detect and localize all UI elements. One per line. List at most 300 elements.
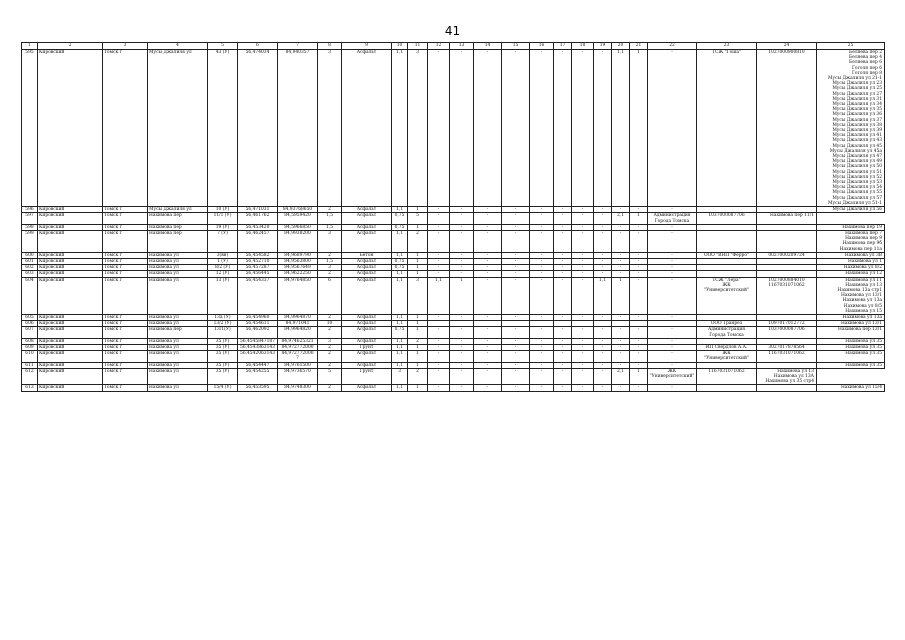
- address-item: Мусы Джалиля ул 37: [832, 117, 882, 123]
- cell-col-6: 56,471031: [238, 207, 278, 213]
- cell-col-9: Грунт: [342, 368, 392, 385]
- cell-col-2: Кировский: [38, 207, 103, 213]
- cell-col-8: 5: [318, 368, 342, 385]
- cell-col-10: 1,1: [392, 314, 408, 320]
- cell-col-11: 1: [408, 344, 428, 350]
- cell-col-10: 1,1: [392, 338, 408, 344]
- cell-col-21: -: [630, 327, 648, 338]
- cell-col-3: Томск г: [103, 224, 148, 230]
- cell-col-5: 43 (У): [208, 50, 238, 207]
- cell-col-3: Томск г: [103, 258, 148, 264]
- address-item: Гоголя пер 8: [852, 70, 882, 76]
- cell-col-17: -: [554, 314, 572, 320]
- cell-col-22: -: [648, 327, 697, 338]
- cell-col-22: -: [648, 277, 697, 314]
- cell-col-12: -: [428, 252, 450, 258]
- cell-col-20: 1: [612, 277, 630, 314]
- cell-col-10: 1,1: [392, 344, 408, 350]
- cell-col-3: Томск г: [103, 338, 148, 344]
- cell-col-2: Кировский: [38, 344, 103, 350]
- address-item: Беляева пер 2: [849, 50, 882, 55]
- cell-col-22: -: [648, 385, 697, 391]
- cell-col-11: 1: [408, 314, 428, 320]
- cell-col-3: Томск г: [103, 207, 148, 213]
- cell-col-5: 13/2 (У): [208, 321, 238, 327]
- cell-col-20: 2,1: [612, 368, 630, 385]
- cell-col-21: -: [630, 224, 648, 230]
- table-row: [22, 277, 885, 314]
- cell-col-18: -: [572, 385, 594, 391]
- cell-col-24: 1097017012772: [757, 321, 817, 327]
- cell-col-2: Кировский: [38, 385, 103, 391]
- address-item: Мусы Джалиля ул 45: [832, 143, 882, 149]
- cell-col-3: Томск г: [103, 50, 148, 207]
- cell-col-8: 2: [318, 207, 342, 213]
- cell-col-11: 1: [408, 258, 428, 264]
- column-header-15: 15: [502, 43, 530, 50]
- address-item: Мусы Джалиля ул 53: [832, 180, 882, 186]
- cell-col-20: -: [612, 230, 630, 252]
- cell-col-2: Кировский: [38, 252, 103, 258]
- cell-col-1: 611: [22, 362, 38, 368]
- cell-col-1: 613: [22, 385, 38, 391]
- cell-col-19: -: [594, 50, 612, 207]
- cell-col-22: -: [648, 344, 697, 350]
- cell-col-2: Кировский: [38, 277, 103, 314]
- cell-col-11: 1: [408, 327, 428, 338]
- address-item: Нахимова пер 9: [845, 236, 882, 242]
- cell-col-1: 605: [22, 314, 38, 320]
- cell-col-1: 602: [22, 265, 38, 271]
- cell-col-8: 1,5: [318, 224, 342, 230]
- cell-col-7: 84,9736570: [278, 368, 318, 385]
- cell-col-6: 56,462457: [238, 230, 278, 252]
- cell-col-17: -: [554, 327, 572, 338]
- cell-col-13: -: [450, 224, 474, 230]
- cell-col-4: Нахимова ул: [148, 258, 208, 264]
- cell-col-22: -: [648, 265, 697, 271]
- cell-col-20: 2,1: [612, 213, 630, 224]
- cell-col-15: -: [502, 368, 530, 385]
- cell-col-16: -: [530, 327, 554, 338]
- header-row: [22, 43, 885, 50]
- cell-col-8: 6: [318, 277, 342, 314]
- cell-col-22: -: [648, 271, 697, 277]
- address-item: Мусы Джалиля ул 21-1: [828, 76, 882, 82]
- cell-col-9: Асфальт: [342, 265, 392, 271]
- cell-col-20: -: [612, 362, 630, 368]
- cell-col-12: -: [428, 271, 450, 277]
- cell-col-2: Кировский: [38, 368, 103, 385]
- cell-col-12: -: [428, 351, 450, 362]
- address-item: Мусы Джалиля ул 27: [832, 91, 882, 97]
- cell-col-9: Асфальт: [342, 362, 392, 368]
- cell-col-19: -: [594, 351, 612, 362]
- column-header-21: 21: [630, 43, 648, 50]
- cell-col-11: 1: [408, 252, 428, 258]
- cell-col-5: 7 (У): [208, 230, 238, 252]
- cell-col-22: -: [648, 50, 697, 207]
- cell-col-6: 56,454255: [238, 368, 278, 385]
- cell-col-15: -: [502, 213, 530, 224]
- cell-col-1: 595: [22, 50, 38, 207]
- cell-col-13: -: [450, 368, 474, 385]
- column-header-7: 7: [278, 43, 318, 50]
- cell-col-21: -: [630, 277, 648, 314]
- cell-col-16: -: [530, 362, 554, 368]
- cell-col-5: 11/1 (У): [208, 213, 238, 224]
- cell-col-16: -: [530, 50, 554, 207]
- cell-col-7: 84,93768650: [278, 207, 318, 213]
- cell-col-5: 35 (У): [208, 338, 238, 344]
- cell-col-18: -: [572, 277, 594, 314]
- cell-col-16: -: [530, 224, 554, 230]
- cell-col-15: -: [502, 385, 530, 391]
- address-item: Нахимова ул 35: [845, 362, 882, 368]
- cell-col-13: -: [450, 314, 474, 320]
- cell-col-3: Томск г: [103, 351, 148, 362]
- cell-col-8: 3: [318, 230, 342, 252]
- cell-col-11: 1: [408, 207, 428, 213]
- cell-col-8: 2: [318, 327, 342, 338]
- cell-col-2: Кировский: [38, 224, 103, 230]
- cell-col-8: 1,5: [318, 258, 342, 264]
- cell-col-2: Кировский: [38, 265, 103, 271]
- cell-col-9: Асфальт: [342, 321, 392, 327]
- address-item: Нахимова ул 13а: [842, 298, 882, 304]
- address-item: Мусы Джалиля ул 31: [832, 96, 882, 102]
- column-header-17: 17: [554, 43, 572, 50]
- cell-col-11: 1: [408, 271, 428, 277]
- address-item: Мусы Джалиля ул 49: [832, 159, 882, 165]
- cell-col-10: 0,75: [392, 213, 408, 224]
- cell-col-17: -: [554, 368, 572, 385]
- address-item: Мусы Джалиля ул 56: [832, 207, 882, 213]
- address-item: Мусы Джалиля ул 25: [832, 86, 882, 92]
- cell-col-23: 1037000087706: [697, 213, 757, 224]
- cell-col-4: Мусы Джалиля ул: [148, 207, 208, 213]
- address-item: Мусы Джалиля ул 35: [832, 107, 882, 113]
- cell-col-9: Асфальт: [342, 50, 392, 207]
- cell-col-1: 603: [22, 271, 38, 277]
- cell-col-17: -: [554, 230, 572, 252]
- cell-col-6: 56,457287: [238, 265, 278, 271]
- cell-col-24: 1167031071062: [757, 351, 817, 362]
- cell-col-15: -: [502, 50, 530, 207]
- cell-col-14: -: [474, 327, 502, 338]
- cell-col-21: -: [630, 351, 648, 362]
- cell-col-5: 3(вн): [208, 252, 238, 258]
- table-body: [22, 50, 885, 392]
- cell-col-14: -: [474, 351, 502, 362]
- cell-col-5: 13 (У): [208, 277, 238, 314]
- cell-col-13: -: [450, 207, 474, 213]
- table-row: [22, 327, 885, 338]
- cell-col-2: Кировский: [38, 338, 103, 344]
- cell-col-5: 13а (У): [208, 314, 238, 320]
- cell-col-12: -: [428, 230, 450, 252]
- column-header-22: 22: [648, 43, 697, 50]
- cell-col-12: -: [428, 258, 450, 264]
- cell-col-23: ИП Свердлов А.А.: [697, 344, 757, 350]
- cell-col-7: 84,972772000 7: [278, 351, 318, 362]
- cell-col-7: 84,9764850: [278, 277, 318, 314]
- cell-col-5: 10 (У): [208, 207, 238, 213]
- cell-col-17: -: [554, 258, 572, 264]
- cell-col-23: ЖК "Университетский": [697, 351, 757, 362]
- cell-col-14: -: [474, 252, 502, 258]
- cell-col-12: 1,1: [428, 277, 450, 314]
- cell-col-18: -: [572, 327, 594, 338]
- cell-col-24: [757, 385, 817, 391]
- address-item: Нахимова ул 15/4: [840, 385, 882, 391]
- cell-col-7: 84,5966850: [278, 224, 318, 230]
- cell-col-8: 2: [318, 314, 342, 320]
- column-header-8: 8: [318, 43, 342, 50]
- cell-col-18: -: [572, 224, 594, 230]
- cell-col-12: -: [428, 327, 450, 338]
- cell-col-15: -: [502, 327, 530, 338]
- cell-col-20: -: [612, 224, 630, 230]
- cell-col-8: 3: [318, 338, 342, 344]
- table-row: [22, 351, 885, 362]
- cell-col-5: 1 (У): [208, 258, 238, 264]
- cell-col-20: -: [612, 314, 630, 320]
- cell-col-13: -: [450, 230, 474, 252]
- cell-col-14: -: [474, 50, 502, 207]
- column-header-19: 19: [594, 43, 612, 50]
- cell-col-20: -: [612, 344, 630, 350]
- cell-col-13: -: [450, 327, 474, 338]
- cell-col-16: -: [530, 213, 554, 224]
- address-item: Нахимова ул 15: [845, 308, 882, 314]
- cell-col-6: 56,4542063143: [238, 351, 278, 362]
- cell-col-7: 84,5959420: [278, 213, 318, 224]
- registry-table: [21, 42, 885, 392]
- cell-col-19: -: [594, 207, 612, 213]
- cell-col-21: -: [630, 314, 648, 320]
- cell-col-4: Нахимова ул: [148, 362, 208, 368]
- cell-col-22: -: [648, 351, 697, 362]
- cell-col-16: -: [530, 265, 554, 271]
- cell-col-23: ООО "ВНП "Ферро": [697, 252, 757, 258]
- cell-col-4: Нахимова ул: [148, 385, 208, 391]
- cell-col-6: 56,456445: [238, 271, 278, 277]
- cell-col-17: -: [554, 224, 572, 230]
- cell-col-10: 3: [392, 368, 408, 385]
- cell-col-16: -: [530, 368, 554, 385]
- cell-col-21: 1: [630, 368, 648, 385]
- cell-col-20: -: [612, 258, 630, 264]
- address-item: Нахимова пер 11/1: [770, 213, 814, 219]
- cell-col-21: -: [630, 258, 648, 264]
- cell-col-4: Нахимова ул: [148, 344, 208, 350]
- table-row: [22, 230, 885, 252]
- cell-col-6: 56,454960: [238, 314, 278, 320]
- cell-col-18: -: [572, 252, 594, 258]
- cell-col-18: -: [572, 351, 594, 362]
- cell-col-23: 1167031071062: [697, 368, 757, 385]
- cell-col-22: -: [648, 207, 697, 213]
- cell-col-10: 0,75: [392, 258, 408, 264]
- cell-col-14: -: [474, 362, 502, 368]
- cell-col-12: -: [428, 338, 450, 344]
- cell-col-9: Грунт: [342, 344, 392, 350]
- cell-col-16: -: [530, 207, 554, 213]
- cell-col-6: 56,4543863143: [238, 344, 278, 350]
- cell-col-11: 2: [408, 368, 428, 385]
- cell-col-14: -: [474, 368, 502, 385]
- cell-col-1: 599: [22, 230, 38, 252]
- cell-col-10: 0,75: [392, 327, 408, 338]
- cell-col-11: 2: [408, 230, 428, 252]
- address-list: [817, 327, 885, 338]
- cell-col-2: Кировский: [38, 327, 103, 338]
- address-item: Нахимова ул 13: [845, 282, 882, 288]
- cell-col-11: 1: [408, 265, 428, 271]
- cell-col-20: -: [612, 385, 630, 391]
- address-item: Нахимова ул 35: [845, 338, 882, 344]
- address-item: Мусы Джалиля ул 51-1: [828, 200, 882, 206]
- cell-col-18: -: [572, 362, 594, 368]
- cell-col-3: Томск г: [103, 385, 148, 391]
- cell-col-15: -: [502, 252, 530, 258]
- address-item: Нахимова пер 19: [842, 224, 882, 230]
- cell-col-5: 13/1(У): [208, 327, 238, 338]
- cell-col-4: Нахимова ул: [148, 321, 208, 327]
- column-header-20: 20: [612, 43, 630, 50]
- cell-col-3: Томск г: [103, 368, 148, 385]
- cell-col-13: 1: [450, 277, 474, 314]
- cell-col-5: 35 (У): [208, 362, 238, 368]
- cell-col-4: Нахимова ул: [148, 368, 208, 385]
- address-item: Мусы Джалиля ул 38: [832, 122, 882, 128]
- cell-col-17: -: [554, 207, 572, 213]
- cell-col-2: Кировский: [38, 50, 103, 207]
- column-header-1: 1: [22, 43, 38, 50]
- address-item: Нахимова пер 7: [845, 230, 882, 236]
- cell-col-21: -: [630, 344, 648, 350]
- cell-col-7: 84,9964870: [278, 314, 318, 320]
- column-header-12: 12: [428, 43, 450, 50]
- cell-col-12: -: [428, 368, 450, 385]
- cell-col-10: 1,1: [392, 271, 408, 277]
- column-header-10: 10: [392, 43, 408, 50]
- cell-col-4: Нахимова ул: [148, 252, 208, 258]
- cell-col-13: -: [450, 362, 474, 368]
- cell-col-3: Томск г: [103, 314, 148, 320]
- cell-col-19: -: [594, 314, 612, 320]
- cell-col-17: -: [554, 265, 572, 271]
- cell-col-16: -: [530, 351, 554, 362]
- address-item: Беляева пер 4: [849, 55, 882, 61]
- cell-col-17: -: [554, 213, 572, 224]
- cell-col-6: 56,474034: [238, 50, 278, 207]
- cell-col-11: 3: [408, 277, 428, 314]
- cell-col-17: -: [554, 50, 572, 207]
- cell-col-11: 5: [408, 213, 428, 224]
- cell-col-15: -: [502, 271, 530, 277]
- cell-col-3: Томск г: [103, 252, 148, 258]
- cell-col-9: Асфальт: [342, 351, 392, 362]
- cell-col-18: -: [572, 368, 594, 385]
- cell-col-12: -: [428, 207, 450, 213]
- cell-col-5: 19 (У): [208, 224, 238, 230]
- cell-col-7: 84,9567649: [278, 265, 318, 271]
- cell-col-4: Нахимова ул: [148, 314, 208, 320]
- cell-col-19: -: [594, 224, 612, 230]
- address-item: Нахимова ул 8/5: [843, 303, 882, 309]
- cell-col-20: -: [612, 271, 630, 277]
- cell-col-12: -: [428, 265, 450, 271]
- cell-col-2: Кировский: [38, 271, 103, 277]
- cell-col-19: -: [594, 344, 612, 350]
- cell-col-22: -: [648, 338, 697, 344]
- address-item: Нахимова пер 11а: [839, 246, 882, 252]
- address-item: Мусы Джалиля ул 54: [832, 185, 882, 191]
- address-list: [817, 277, 885, 314]
- cell-col-20: -: [612, 265, 630, 271]
- table-row: [22, 385, 885, 391]
- cell-col-24: 1027000884010 1167031071062: [757, 277, 817, 314]
- cell-col-3: Томск г: [103, 321, 148, 327]
- cell-col-16: -: [530, 252, 554, 258]
- cell-col-20: -: [612, 351, 630, 362]
- cell-col-9: Асфальт: [342, 213, 392, 224]
- cell-col-20: -: [612, 327, 630, 338]
- cell-col-12: -: [428, 50, 450, 207]
- cell-col-7: 84,972772000: [278, 344, 318, 350]
- cell-col-1: 601: [22, 258, 38, 264]
- address-item: Нахимова ул 13а: [842, 314, 882, 320]
- cell-col-7: 84,9622250: [278, 271, 318, 277]
- cell-col-11: 1: [408, 321, 428, 327]
- cell-col-22: -: [648, 362, 697, 368]
- column-header-13: 13: [450, 43, 474, 50]
- cell-col-24: [757, 230, 817, 252]
- cell-col-13: -: [450, 271, 474, 277]
- column-header-3: 3: [103, 43, 148, 50]
- cell-col-9: Асфальт: [342, 224, 392, 230]
- address-item: Мусы Джалиля ул 52: [832, 174, 882, 180]
- cell-col-4: Нахимова пер: [148, 213, 208, 224]
- cell-col-19: -: [594, 213, 612, 224]
- column-header-14: 14: [474, 43, 502, 50]
- cell-col-13: -: [450, 338, 474, 344]
- cell-col-6: 56,454611: [238, 321, 278, 327]
- cell-col-23: Администрация Города Томска: [697, 327, 757, 338]
- cell-col-9: Бетон: [342, 252, 392, 258]
- cell-col-10: 1,1: [392, 230, 408, 252]
- cell-col-22: -: [648, 224, 697, 230]
- address-list: [817, 207, 885, 213]
- cell-col-21: -: [630, 230, 648, 252]
- address-item: Мусы Джалиля ул 50: [832, 164, 882, 170]
- cell-col-23: ТСЖ "Гоша": [697, 50, 757, 207]
- column-header-11: 11: [408, 43, 428, 50]
- address-item: Нахимова ул 35 стр4: [765, 379, 814, 385]
- cell-col-15: -: [502, 314, 530, 320]
- cell-col-9: Асфальт: [342, 277, 392, 314]
- cell-col-16: -: [530, 271, 554, 277]
- cell-col-16: -: [530, 277, 554, 314]
- cell-col-6: 56,454447: [238, 362, 278, 368]
- cell-col-19: 1,1: [594, 277, 612, 314]
- cell-col-8: 2: [318, 344, 342, 350]
- address-item: Гоголя пер 6: [852, 65, 882, 71]
- cell-col-14: -: [474, 265, 502, 271]
- page-number: 41: [444, 24, 461, 38]
